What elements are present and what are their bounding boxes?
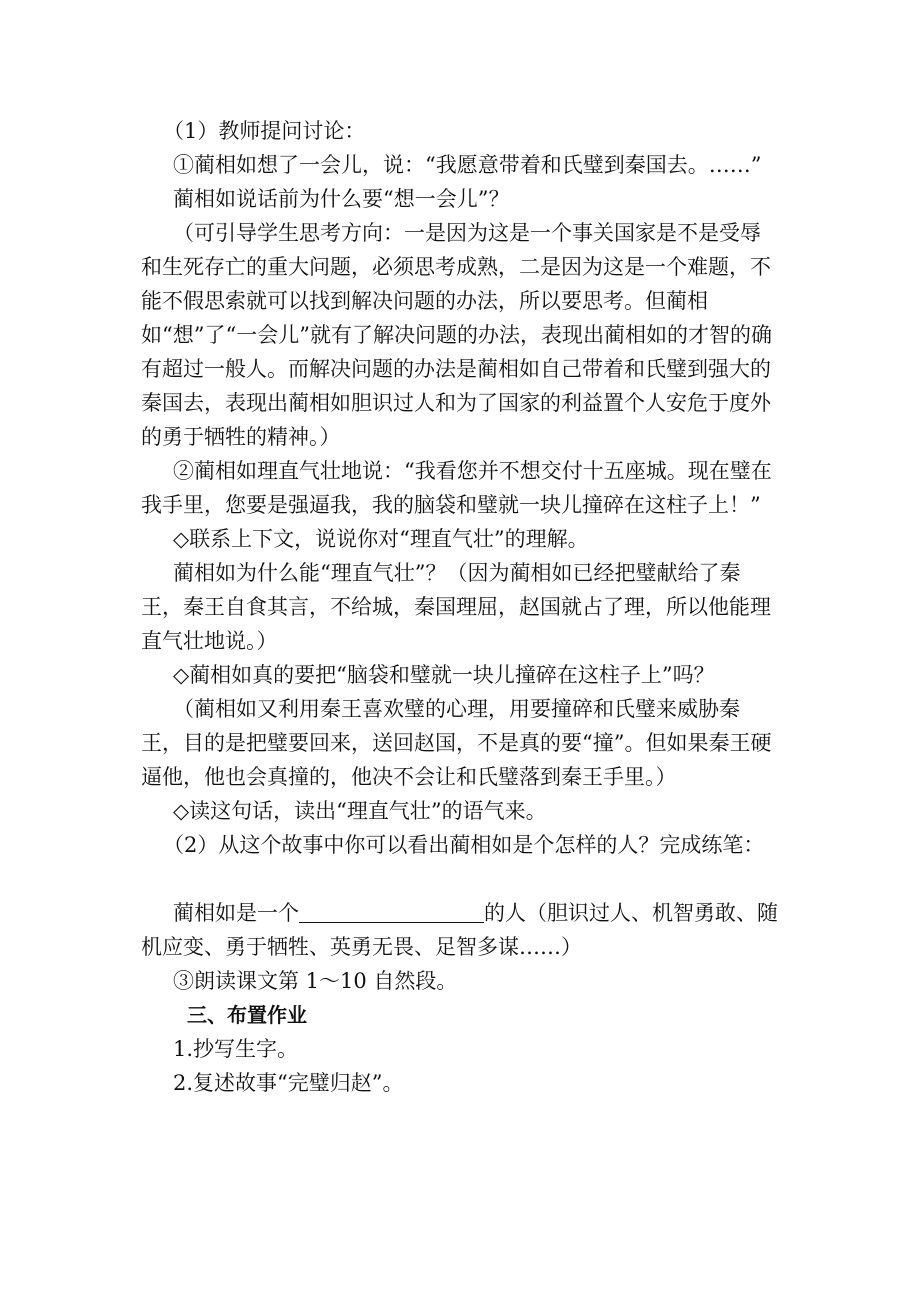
homework-item-2: 2.复述故事“完璧归赵”。 <box>173 1071 404 1095</box>
fill-suffix: 的人（胆识过人、机智勇敢、随机应变、勇于牺牲、英勇无畏、足智多谋……） <box>141 901 778 959</box>
question-1: 蔺相如说话前为什么要“想一会儿”？ <box>173 187 510 211</box>
quote-2: ②蔺相如理直气壮地说：“我看您并不想交付十五座城。现在璧在我手里，您要是强逼我，我的脑袋和璧就一块儿撞碎在这柱子上！” <box>141 459 772 517</box>
quote-1: ①蔺相如想了一会儿，说：“我愿意带着和氏璧到秦国去。……” <box>173 153 762 177</box>
prompt-3: ◇读这句话，读出“理直气壮”的语气来。 <box>173 799 547 823</box>
answer-2: （蔺相如又利用秦王喜欢璧的心理，用要撞碎和氏璧来威胁秦王，目的是把璧要回来，送回赵国，不是真的要“撞”。但如果秦王硬逼他，他也会真撞的，他决不会让和氏璧落到秦王手里。） <box>141 697 772 789</box>
q2-title: （2）从这个故事中你可以看出蔺相如是个怎样的人？完成练笔： <box>163 833 765 857</box>
question-2: 蔺相如为什么能“理直气壮”？（因为蔺相如已经把璧献给了秦王，秦王自食其言，不给城，秦国理屈，赵国就占了理，所以他能理直气壮地说。） <box>141 561 771 653</box>
prompt-2: ◇蔺相如真的要把“脑袋和璧就一块儿撞碎在这柱子上”吗？ <box>173 663 715 687</box>
read-task: ③朗读课文第 1～10 自然段。 <box>173 969 458 993</box>
q1-title: （1）教师提问讨论： <box>163 119 366 143</box>
fill-in-exercise <box>141 896 781 964</box>
homework-item-1: 1.抄写生字。 <box>173 1037 299 1061</box>
document-page <box>141 114 781 1100</box>
homework-heading: 三、布置作业 <box>187 1003 307 1027</box>
answer-1: （可引导学生思考方向：一是因为这是一个事关国家是不是受辱和生死存亡的重大问题，必须思考成熟，二是因为这是一个难题，不能不假思索就可以找到解决问题的办法，所以要思考。但蔺相如“想”了“一会儿”就有了解决问题的办法，表现出蔺相如的才智的确有超过一般人。而解决问题的办法是蔺相如自己带着和氏璧到强大的秦国去，表现出蔺相如胆识过人和为了国家的利益置个人安危于度外的勇于牺牲的精神。） <box>141 221 772 449</box>
prompt-1: ◇联系上下文，说说你对“理直气壮”的理解。 <box>173 527 589 551</box>
fill-blank <box>299 900 484 923</box>
fill-prefix: 蔺相如是一个 <box>173 901 299 925</box>
